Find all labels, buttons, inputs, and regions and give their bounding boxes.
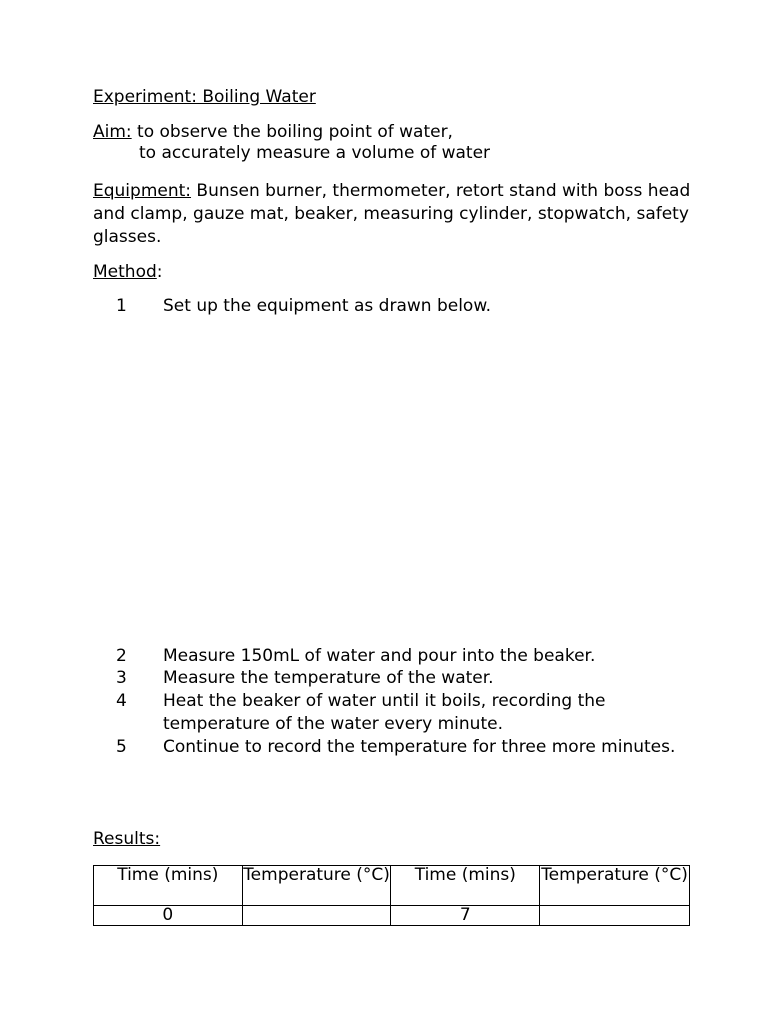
method-heading: [93, 261, 163, 284]
table-header-row: [94, 866, 690, 906]
table-cell[interactable]: [540, 906, 690, 926]
equipment-label: Equipment:: [93, 181, 192, 201]
aim-text-1: to observe the boiling point of water,: [131, 122, 453, 142]
step-number: 4: [116, 691, 127, 711]
equipment-paragraph: [93, 180, 693, 249]
step-text: Measure the temperature of the water.: [163, 668, 494, 688]
results-heading: Results:: [93, 829, 161, 849]
step-number: 5: [116, 737, 127, 757]
step-number: 2: [116, 646, 127, 666]
step-number: 1: [116, 296, 127, 316]
step-text: Set up the equipment as drawn below.: [163, 296, 492, 316]
method-colon: :: [156, 262, 163, 282]
step-text: Continue to record the temperature for three more minutes.: [163, 737, 676, 757]
table-row: [94, 906, 690, 926]
step-text: Measure 150mL of water and pour into the beaker.: [163, 646, 596, 666]
step-text: Heat the beaker of water until it boils, recording the temperature of the water every minute.: [163, 691, 606, 734]
table-cell[interactable]: [242, 906, 391, 926]
table-header-cell: Time (mins): [94, 866, 243, 906]
table-cell[interactable]: 7: [391, 906, 540, 926]
table-header-cell: Temperature (°C): [242, 866, 391, 906]
step-number: 3: [116, 668, 127, 688]
aim-line-2: to accurately measure a volume of water: [139, 143, 491, 163]
aim-label: Aim:: [93, 122, 132, 142]
page-title: Experiment: Boiling Water: [93, 87, 316, 107]
results-table: [93, 865, 690, 926]
method-label: Method: [93, 262, 157, 282]
equipment-text: Bunsen burner, thermometer, retort stand with boss head and clamp, gauze mat, beaker, measuring cylinder, stopwatch, safety glasses.: [93, 181, 691, 247]
table-header-cell: Temperature (°C): [540, 866, 690, 906]
aim-line-1: [93, 121, 453, 144]
table-header-cell: Time (mins): [391, 866, 540, 906]
table-cell[interactable]: 0: [94, 906, 243, 926]
